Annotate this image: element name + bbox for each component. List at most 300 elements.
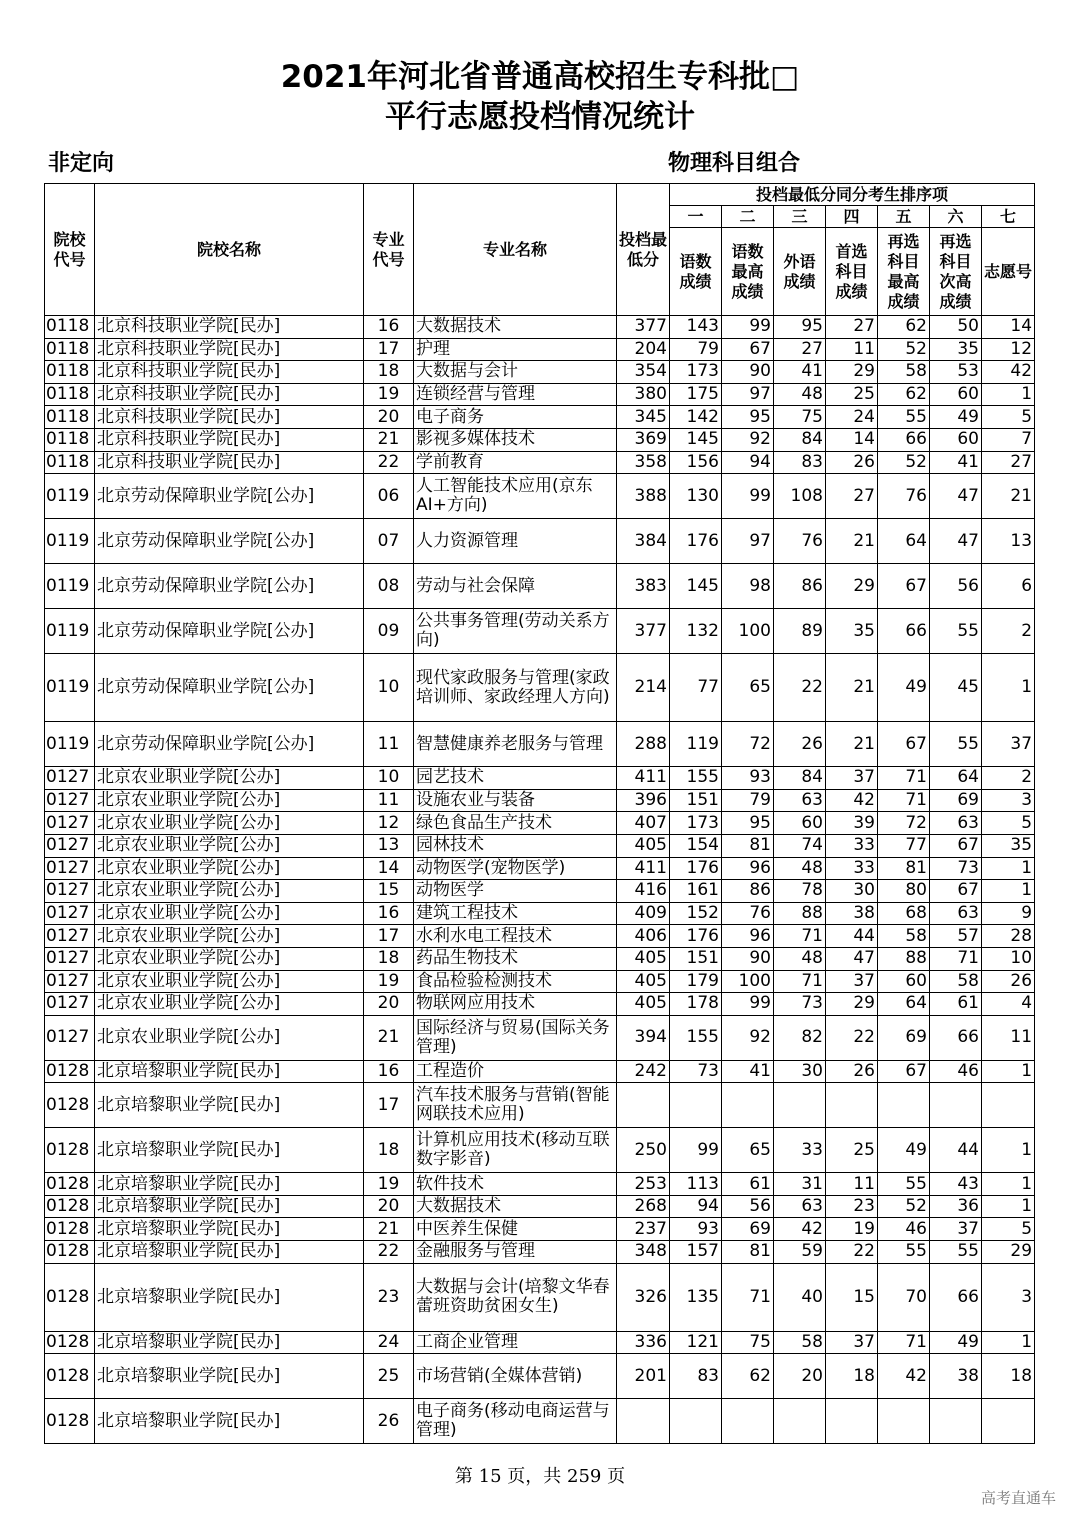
tiebreak-cell: 74	[774, 834, 826, 857]
table-row	[45, 519, 1035, 564]
tiebreak-cell: 3	[982, 789, 1035, 812]
major-code-cell: 20	[364, 406, 414, 429]
tiebreak-cell: 52	[878, 1195, 930, 1218]
tiebreak-cell: 26	[826, 451, 878, 474]
school-name-cell: 北京劳动保障职业学院[公办]	[95, 654, 364, 722]
category-label: 非定向	[48, 151, 115, 176]
major-name-cell: 动物医学	[414, 880, 617, 903]
major-code-cell: 06	[364, 474, 414, 519]
tiebreak-cell: 178	[670, 993, 722, 1016]
school-code-cell: 0128	[45, 1354, 95, 1399]
table-row	[45, 474, 1035, 519]
tiebreak-cell: 70	[878, 1263, 930, 1331]
header-rank: 六	[930, 206, 982, 228]
major-name-cell: 大数据技术	[414, 316, 617, 339]
major-code-cell: 24	[364, 1331, 414, 1354]
tiebreak-cell: 55	[878, 1173, 930, 1196]
school-code-cell: 0127	[45, 789, 95, 812]
tiebreak-cell: 157	[670, 1241, 722, 1264]
tiebreak-cell: 44	[826, 925, 878, 948]
header-tiebreak-group: 投档最低分同分考生排序项	[670, 184, 1035, 206]
tiebreak-cell: 63	[774, 789, 826, 812]
tiebreak-cell: 1	[982, 383, 1035, 406]
min-score-cell: 405	[617, 947, 670, 970]
school-name-cell: 北京农业职业学院[公办]	[95, 857, 364, 880]
tiebreak-cell: 21	[982, 474, 1035, 519]
tiebreak-cell: 83	[670, 1354, 722, 1399]
school-name-cell: 北京农业职业学院[公办]	[95, 812, 364, 835]
min-score-cell: 388	[617, 474, 670, 519]
major-code-cell: 22	[364, 451, 414, 474]
tiebreak-cell: 76	[774, 519, 826, 564]
tiebreak-cell: 1	[982, 880, 1035, 903]
tiebreak-cell: 37	[982, 722, 1035, 767]
school-name-cell: 北京培黎职业学院[民办]	[95, 1263, 364, 1331]
tiebreak-cell: 61	[722, 1173, 774, 1196]
tiebreak-cell: 11	[826, 1173, 878, 1196]
tiebreak-cell: 22	[826, 1015, 878, 1060]
tiebreak-cell: 28	[982, 925, 1035, 948]
tiebreak-cell: 57	[930, 925, 982, 948]
school-name-cell: 北京培黎职业学院[民办]	[95, 1128, 364, 1173]
table-row	[45, 789, 1035, 812]
tiebreak-cell: 176	[670, 519, 722, 564]
major-name-cell: 学前教育	[414, 451, 617, 474]
tiebreak-cell: 55	[930, 1241, 982, 1264]
school-name-cell: 北京农业职业学院[公办]	[95, 834, 364, 857]
major-name-cell: 市场营销(全媒体营销)	[414, 1354, 617, 1399]
tiebreak-cell: 1	[982, 1195, 1035, 1218]
tiebreak-cell: 94	[670, 1195, 722, 1218]
school-name-cell: 北京培黎职业学院[民办]	[95, 1173, 364, 1196]
school-name-cell: 北京培黎职业学院[民办]	[95, 1354, 364, 1399]
school-name-cell: 北京培黎职业学院[民办]	[95, 1060, 364, 1083]
major-code-cell: 20	[364, 993, 414, 1016]
table-row	[45, 1241, 1035, 1264]
school-code-cell: 0119	[45, 474, 95, 519]
school-name-cell: 北京农业职业学院[公办]	[95, 970, 364, 993]
tiebreak-cell: 58	[774, 1331, 826, 1354]
tiebreak-cell: 42	[878, 1354, 930, 1399]
tiebreak-cell: 108	[774, 474, 826, 519]
min-score-cell	[617, 1399, 670, 1444]
tiebreak-cell: 135	[670, 1263, 722, 1331]
page-title: 2021年河北省普通高校招生专科批□	[280, 59, 800, 95]
tiebreak-cell: 93	[722, 767, 774, 790]
major-code-cell: 17	[364, 338, 414, 361]
school-name-cell: 北京农业职业学院[公办]	[95, 789, 364, 812]
tiebreak-cell: 55	[930, 609, 982, 654]
tiebreak-cell: 62	[722, 1354, 774, 1399]
tiebreak-cell: 12	[982, 338, 1035, 361]
tiebreak-cell: 130	[670, 474, 722, 519]
tiebreak-cell	[878, 1083, 930, 1128]
school-name-cell: 北京科技职业学院[民办]	[95, 451, 364, 474]
school-code-cell: 0128	[45, 1263, 95, 1331]
min-score-cell: 405	[617, 993, 670, 1016]
tiebreak-cell: 92	[722, 428, 774, 451]
tiebreak-cell: 97	[722, 519, 774, 564]
page-footer: 第 15 页，共 259 页	[454, 1466, 626, 1487]
tiebreak-cell: 40	[774, 1263, 826, 1331]
tiebreak-cell: 35	[982, 834, 1035, 857]
major-code-cell: 10	[364, 767, 414, 790]
school-code-cell: 0128	[45, 1060, 95, 1083]
major-name-cell: 护理	[414, 338, 617, 361]
major-code-cell: 12	[364, 812, 414, 835]
tiebreak-cell: 52	[878, 338, 930, 361]
admission-table	[44, 183, 1035, 1444]
table-row	[45, 1331, 1035, 1354]
tiebreak-cell: 67	[878, 722, 930, 767]
tiebreak-cell: 95	[774, 316, 826, 339]
school-code-cell: 0119	[45, 564, 95, 609]
tiebreak-cell: 119	[670, 722, 722, 767]
school-name-cell: 北京科技职业学院[民办]	[95, 406, 364, 429]
school-code-cell: 0118	[45, 316, 95, 339]
tiebreak-cell: 58	[930, 970, 982, 993]
tiebreak-cell: 76	[722, 902, 774, 925]
table-row	[45, 451, 1035, 474]
major-code-cell: 18	[364, 1128, 414, 1173]
major-code-cell: 17	[364, 925, 414, 948]
school-code-cell: 0118	[45, 451, 95, 474]
tiebreak-cell: 31	[774, 1173, 826, 1196]
major-name-cell: 现代家政服务与管理(家政培训师、家政经理人方向)	[414, 654, 617, 722]
header-item: 语数最高成绩	[722, 228, 774, 316]
school-name-cell: 北京农业职业学院[公办]	[95, 993, 364, 1016]
tiebreak-cell: 95	[722, 812, 774, 835]
tiebreak-cell: 95	[722, 406, 774, 429]
major-code-cell: 21	[364, 1218, 414, 1241]
tiebreak-cell	[930, 1083, 982, 1128]
tiebreak-cell	[826, 1399, 878, 1444]
tiebreak-cell: 52	[878, 451, 930, 474]
header-item: 语数成绩	[670, 228, 722, 316]
min-score-cell: 377	[617, 609, 670, 654]
tiebreak-cell: 145	[670, 564, 722, 609]
tiebreak-cell: 29	[826, 993, 878, 1016]
tiebreak-cell: 23	[826, 1195, 878, 1218]
tiebreak-cell: 151	[670, 789, 722, 812]
table-row	[45, 361, 1035, 384]
min-score-cell: 242	[617, 1060, 670, 1083]
header-rank: 七	[982, 206, 1035, 228]
school-code-cell: 0127	[45, 947, 95, 970]
school-code-cell: 0128	[45, 1195, 95, 1218]
min-score-cell: 409	[617, 902, 670, 925]
header-rank: 五	[878, 206, 930, 228]
tiebreak-cell: 61	[930, 993, 982, 1016]
major-code-cell: 08	[364, 564, 414, 609]
table-row	[45, 812, 1035, 835]
school-code-cell: 0119	[45, 519, 95, 564]
school-code-cell: 0127	[45, 812, 95, 835]
tiebreak-cell: 3	[982, 1263, 1035, 1331]
tiebreak-cell: 71	[774, 925, 826, 948]
tiebreak-cell: 62	[878, 383, 930, 406]
tiebreak-cell: 1	[982, 1173, 1035, 1196]
tiebreak-cell: 97	[722, 383, 774, 406]
tiebreak-cell: 100	[722, 970, 774, 993]
tiebreak-cell: 47	[930, 474, 982, 519]
tiebreak-cell: 113	[670, 1173, 722, 1196]
tiebreak-cell: 1	[982, 1060, 1035, 1083]
page-subtitle: 平行志愿投档情况统计	[385, 99, 695, 135]
tiebreak-cell: 13	[982, 519, 1035, 564]
tiebreak-cell: 66	[930, 1015, 982, 1060]
tiebreak-cell: 41	[774, 361, 826, 384]
school-name-cell: 北京农业职业学院[公办]	[95, 902, 364, 925]
tiebreak-cell: 26	[774, 722, 826, 767]
tiebreak-cell: 155	[670, 767, 722, 790]
tiebreak-cell: 71	[878, 1331, 930, 1354]
min-score-cell: 383	[617, 564, 670, 609]
major-name-cell: 智慧健康养老服务与管理	[414, 722, 617, 767]
table-row	[45, 722, 1035, 767]
tiebreak-cell: 71	[722, 1263, 774, 1331]
major-code-cell: 21	[364, 1015, 414, 1060]
tiebreak-cell: 49	[930, 406, 982, 429]
school-code-cell: 0127	[45, 880, 95, 903]
school-name-cell: 北京培黎职业学院[民办]	[95, 1195, 364, 1218]
school-name-cell: 北京科技职业学院[民办]	[95, 316, 364, 339]
school-name-cell: 北京科技职业学院[民办]	[95, 428, 364, 451]
major-name-cell: 公共事务管理(劳动关系方向)	[414, 609, 617, 654]
header-rank: 一	[670, 206, 722, 228]
tiebreak-cell: 71	[930, 947, 982, 970]
school-code-cell: 0119	[45, 722, 95, 767]
tiebreak-cell: 35	[826, 609, 878, 654]
tiebreak-cell: 96	[722, 857, 774, 880]
major-name-cell: 汽车技术服务与营销(智能网联技术应用)	[414, 1083, 617, 1128]
major-name-cell: 大数据与会计	[414, 361, 617, 384]
tiebreak-cell: 154	[670, 834, 722, 857]
tiebreak-cell: 100	[722, 609, 774, 654]
min-score-cell: 354	[617, 361, 670, 384]
tiebreak-cell: 22	[774, 654, 826, 722]
school-name-cell: 北京培黎职业学院[民办]	[95, 1083, 364, 1128]
school-code-cell: 0128	[45, 1083, 95, 1128]
min-score-cell: 407	[617, 812, 670, 835]
tiebreak-cell: 72	[722, 722, 774, 767]
min-score-cell: 358	[617, 451, 670, 474]
major-name-cell: 中医养生保健	[414, 1218, 617, 1241]
school-code-cell: 0127	[45, 1015, 95, 1060]
min-score-cell: 336	[617, 1331, 670, 1354]
header-rank: 二	[722, 206, 774, 228]
min-score-cell: 253	[617, 1173, 670, 1196]
tiebreak-cell: 96	[722, 925, 774, 948]
table-row	[45, 880, 1035, 903]
tiebreak-cell: 145	[670, 428, 722, 451]
school-name-cell: 北京农业职业学院[公办]	[95, 767, 364, 790]
header-item: 再选科目次高成绩	[930, 228, 982, 316]
school-name-cell: 北京农业职业学院[公办]	[95, 1015, 364, 1060]
tiebreak-cell: 63	[930, 902, 982, 925]
tiebreak-cell: 79	[670, 338, 722, 361]
tiebreak-cell: 99	[722, 474, 774, 519]
major-code-cell: 13	[364, 834, 414, 857]
tiebreak-cell: 26	[826, 1060, 878, 1083]
tiebreak-cell: 179	[670, 970, 722, 993]
tiebreak-cell	[930, 1399, 982, 1444]
tiebreak-cell: 1	[982, 857, 1035, 880]
school-name-cell: 北京培黎职业学院[民办]	[95, 1218, 364, 1241]
major-code-cell: 19	[364, 1173, 414, 1196]
tiebreak-cell: 53	[930, 361, 982, 384]
min-score-cell: 369	[617, 428, 670, 451]
min-score-cell: 345	[617, 406, 670, 429]
tiebreak-cell: 6	[982, 564, 1035, 609]
tiebreak-cell	[722, 1083, 774, 1128]
table-row	[45, 857, 1035, 880]
school-code-cell: 0119	[45, 609, 95, 654]
tiebreak-cell: 42	[826, 789, 878, 812]
tiebreak-cell: 10	[982, 947, 1035, 970]
tiebreak-cell: 38	[826, 902, 878, 925]
tiebreak-cell: 50	[930, 316, 982, 339]
min-score-cell: 377	[617, 316, 670, 339]
major-name-cell: 电子商务	[414, 406, 617, 429]
tiebreak-cell: 60	[930, 428, 982, 451]
tiebreak-cell: 81	[722, 1241, 774, 1264]
tiebreak-cell: 92	[722, 1015, 774, 1060]
tiebreak-cell	[774, 1399, 826, 1444]
min-score-cell: 405	[617, 834, 670, 857]
tiebreak-cell: 30	[826, 880, 878, 903]
tiebreak-cell: 37	[826, 970, 878, 993]
header-min-score: 投档最低分	[617, 184, 670, 316]
tiebreak-cell: 66	[930, 1263, 982, 1331]
tiebreak-cell: 46	[930, 1060, 982, 1083]
tiebreak-cell: 93	[670, 1218, 722, 1241]
tiebreak-cell: 64	[878, 519, 930, 564]
tiebreak-cell: 83	[774, 451, 826, 474]
header-rank: 四	[826, 206, 878, 228]
tiebreak-cell: 68	[878, 902, 930, 925]
tiebreak-cell: 71	[878, 767, 930, 790]
tiebreak-cell: 143	[670, 316, 722, 339]
table-row	[45, 970, 1035, 993]
tiebreak-cell: 15	[826, 1263, 878, 1331]
tiebreak-cell: 80	[878, 880, 930, 903]
tiebreak-cell: 99	[670, 1128, 722, 1173]
tiebreak-cell: 155	[670, 1015, 722, 1060]
major-code-cell: 16	[364, 316, 414, 339]
major-code-cell: 11	[364, 722, 414, 767]
min-score-cell: 214	[617, 654, 670, 722]
tiebreak-cell: 9	[982, 902, 1035, 925]
tiebreak-cell: 43	[930, 1173, 982, 1196]
table-row	[45, 1015, 1035, 1060]
tiebreak-cell: 21	[826, 722, 878, 767]
major-name-cell: 药品生物技术	[414, 947, 617, 970]
school-name-cell: 北京劳动保障职业学院[公办]	[95, 609, 364, 654]
tiebreak-cell: 71	[878, 789, 930, 812]
tiebreak-cell: 33	[826, 834, 878, 857]
header-item: 外语成绩	[774, 228, 826, 316]
major-name-cell: 工商企业管理	[414, 1331, 617, 1354]
major-code-cell: 19	[364, 970, 414, 993]
tiebreak-cell: 90	[722, 947, 774, 970]
tiebreak-cell: 64	[878, 993, 930, 1016]
tiebreak-cell: 58	[878, 925, 930, 948]
tiebreak-cell: 55	[878, 1241, 930, 1264]
min-score-cell: 348	[617, 1241, 670, 1264]
major-name-cell: 建筑工程技术	[414, 902, 617, 925]
school-name-cell: 北京科技职业学院[民办]	[95, 338, 364, 361]
tiebreak-cell: 47	[930, 519, 982, 564]
tiebreak-cell: 27	[774, 338, 826, 361]
school-code-cell: 0127	[45, 970, 95, 993]
tiebreak-cell: 67	[878, 1060, 930, 1083]
header-major-name: 专业名称	[414, 184, 617, 316]
tiebreak-cell: 60	[878, 970, 930, 993]
school-code-cell: 0118	[45, 361, 95, 384]
table-row	[45, 767, 1035, 790]
major-name-cell: 大数据与会计(培黎文华春蕾班资助贫困女生)	[414, 1263, 617, 1331]
tiebreak-cell: 176	[670, 925, 722, 948]
tiebreak-cell: 5	[982, 406, 1035, 429]
major-code-cell: 20	[364, 1195, 414, 1218]
school-code-cell: 0127	[45, 767, 95, 790]
subject-group-label: 物理科目组合	[668, 151, 801, 176]
tiebreak-cell: 86	[722, 880, 774, 903]
tiebreak-cell: 21	[826, 519, 878, 564]
tiebreak-cell: 39	[826, 812, 878, 835]
school-code-cell: 0128	[45, 1331, 95, 1354]
table-row	[45, 564, 1035, 609]
header-school-code: 院校代号	[45, 184, 95, 316]
major-name-cell: 金融服务与管理	[414, 1241, 617, 1264]
major-name-cell: 影视多媒体技术	[414, 428, 617, 451]
table-row	[45, 993, 1035, 1016]
tiebreak-cell: 42	[774, 1218, 826, 1241]
school-name-cell: 北京劳动保障职业学院[公办]	[95, 564, 364, 609]
school-code-cell: 0128	[45, 1399, 95, 1444]
tiebreak-cell: 82	[774, 1015, 826, 1060]
tiebreak-cell: 37	[826, 767, 878, 790]
table-row	[45, 428, 1035, 451]
school-code-cell: 0128	[45, 1241, 95, 1264]
school-code-cell: 0128	[45, 1128, 95, 1173]
major-name-cell: 软件技术	[414, 1173, 617, 1196]
tiebreak-cell: 48	[774, 857, 826, 880]
tiebreak-cell	[722, 1399, 774, 1444]
min-score-cell: 326	[617, 1263, 670, 1331]
major-name-cell: 人力资源管理	[414, 519, 617, 564]
tiebreak-cell: 1	[982, 1331, 1035, 1354]
tiebreak-cell: 30	[774, 1060, 826, 1083]
tiebreak-cell: 84	[774, 767, 826, 790]
school-name-cell: 北京培黎职业学院[民办]	[95, 1399, 364, 1444]
major-name-cell: 水利水电工程技术	[414, 925, 617, 948]
tiebreak-cell: 5	[982, 1218, 1035, 1241]
min-score-cell: 416	[617, 880, 670, 903]
tiebreak-cell: 11	[982, 1015, 1035, 1060]
tiebreak-cell: 132	[670, 609, 722, 654]
school-name-cell: 北京农业职业学院[公办]	[95, 880, 364, 903]
tiebreak-cell: 21	[826, 654, 878, 722]
tiebreak-cell: 88	[878, 947, 930, 970]
tiebreak-cell: 98	[722, 564, 774, 609]
school-name-cell: 北京培黎职业学院[民办]	[95, 1331, 364, 1354]
tiebreak-cell: 99	[722, 316, 774, 339]
header-item: 志愿号	[982, 228, 1035, 316]
table-row	[45, 316, 1035, 339]
tiebreak-cell: 29	[826, 361, 878, 384]
